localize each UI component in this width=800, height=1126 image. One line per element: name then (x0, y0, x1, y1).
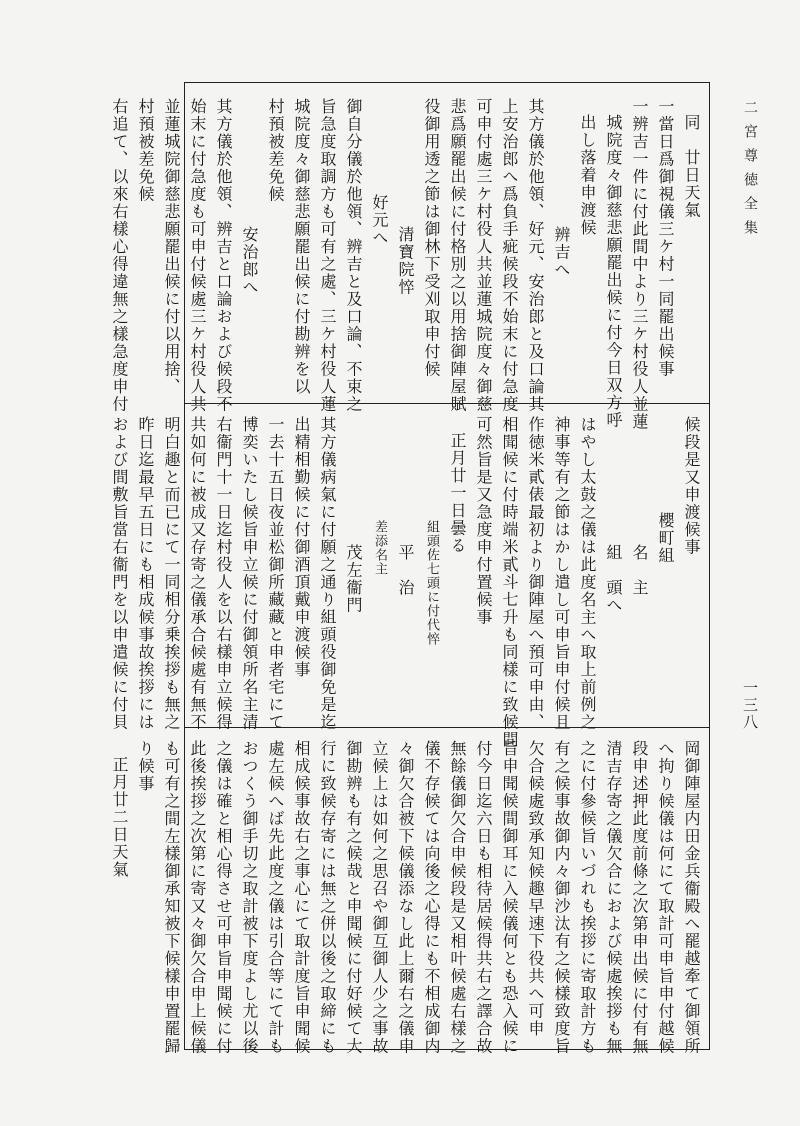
text-column: 旨申聞候間御耳に入候儀何とも恐入候に (500, 740, 519, 1055)
running-head: 二宮尊徳全集 (742, 100, 758, 244)
text-column: 神事等有之節はかし遣し可申旨申付候且 (552, 416, 571, 731)
page-number: 一三八 (741, 680, 759, 731)
text-column: および間敷旨當右衞門を以申遣候に付貝 (110, 416, 129, 731)
text-column: 候段是又申渡候事 (682, 416, 701, 556)
text-column: 城院度々御慈悲願罷出候に付勘辨を以 (292, 98, 311, 396)
text-column: 正月廿一日曇る (448, 432, 467, 555)
text-column: 相成候事故右之事心にて取計度旨申聞候 (292, 740, 311, 1055)
text-column: 可然旨是又急度申付置候事 (474, 416, 493, 626)
text-column: 清吉存寄之儀欠合におよび候處挨拶も無 (604, 740, 623, 1055)
text-column: 茂左衞門 (344, 544, 363, 614)
text-column: 同 廿日天氣 (682, 114, 701, 219)
text-tier-bottom (110, 740, 704, 1055)
text-column: 一辨吉一件に付此間中より三ケ村役人並蓮 (630, 98, 649, 431)
text-column: 組 頭へ (604, 544, 623, 614)
text-column: 御勘辨も有之候哉と申聞候に付好候て大 (344, 740, 363, 1055)
text-column: 旨急度取調方も可有之處、三ケ村役人蓮 (318, 98, 337, 413)
text-column: 無餘儀御欠合申候段是又相叶候處右樣之 (448, 740, 467, 1055)
text-column: 出精相勤候に付御酒頂戴申渡候事 (292, 416, 311, 679)
text-column: 安治郎へ (240, 226, 259, 296)
text-column: 差添名主 (372, 520, 387, 576)
text-tier-middle (110, 416, 704, 749)
text-column: 明白趣と而已にて一同相分乗挨拶も無之 (162, 416, 181, 731)
text-column: 始末に付急度も可申付候處三ケ村役人共 (188, 98, 207, 413)
text-column: 名 主 (630, 544, 649, 597)
text-column: 欠合候處致承知候趣早速下役共へ可申 (526, 740, 545, 1038)
text-column: 博奕いたし候旨申立候に付御領所名主清 (240, 416, 259, 731)
text-column: 其方儀於他領、辨吉と口論および候段不 (214, 98, 233, 413)
text-column: 城院度々御慈悲願罷出候に付今日双方呼 (604, 114, 623, 429)
text-column: 平 治 (396, 544, 415, 597)
text-column: 々御欠合被下候儀添なし此上爾右之儀申 (396, 740, 415, 1055)
text-column: 岡御陣屋内田金兵衞殿へ罷越牽て御領所 (682, 740, 701, 1055)
text-column: 組頭佐七頭に付代悴 (424, 520, 439, 646)
text-column: 並蓮城院御慈悲願罷出候に付以用捨、 (162, 98, 181, 396)
text-column: 出し落着申渡候 (578, 114, 597, 237)
text-column: 其方儀病氣に付願之通り組頭役御免是迄 (318, 416, 337, 731)
text-column: 右衞門十一日迄村役人を以右樣申立候得 (214, 416, 233, 731)
text-column: 悲爲願罷出候に付格別之以用捨御陣屋賦 (448, 98, 467, 413)
text-column: 村預被差免候 (136, 98, 155, 203)
text-tier-top (110, 98, 704, 431)
text-column: 有之候事故御内々御沙汰有之候樣致度旨 (552, 740, 571, 1055)
text-column: 其方儀於他領、好元、安治郎と及口論其 (526, 98, 545, 413)
text-column: 村預被差免候 (266, 98, 285, 203)
text-column: 立候上は如何之思召や御互御人少之事故 (370, 740, 389, 1055)
text-column: 好元へ (370, 194, 389, 247)
text-column: 之儀は確と相心得させ可申旨申聞候に付 (214, 740, 233, 1055)
tier-divider (184, 727, 710, 728)
text-column: 段申述押此度前條之次第申出候に付有無 (630, 740, 649, 1055)
text-column: 御自分儀於他領、辨吉と及口論、不束之 (344, 98, 363, 413)
text-column: 正月廿二日天氣 (110, 756, 129, 879)
text-column: へ拘り候儀は何にて取計可申旨申付越候 (656, 740, 675, 1055)
text-column: も可有之間左樣御承知被下候樣申置罷歸 (162, 740, 181, 1055)
text-column: 儀不存候ては向後之心得にも不相成御内 (422, 740, 441, 1055)
text-column: 清寶院悴 (396, 226, 415, 296)
text-column: 相聞候に付時端米貳斗七升も同樣に致候間 (500, 416, 519, 749)
text-column: 役御用透之節は御林下受刈取申付候 (422, 98, 441, 378)
text-column: はやし太鼓之儀は此度名主へ取上前例之 (578, 416, 597, 731)
text-column: 此後挨拶之次第に寄又々御欠合申上候儀 (188, 740, 207, 1055)
text-column: 櫻町組 (656, 512, 675, 565)
text-column: おつくう御手切之取計被下度よし尤以後 (240, 740, 259, 1055)
text-column: 上安治郎へ爲負手疵候段不始末に付急度 (500, 98, 519, 413)
text-column: 昨日迄最早五日にも相成候事故挨拶には (136, 416, 155, 731)
text-column: 一當日爲御視儀三ケ村一同罷出候事 (656, 98, 675, 378)
text-column: り候事 (136, 740, 155, 793)
text-column: 行に致候存寄には無之併以後之取締にも (318, 740, 337, 1055)
text-column: 辨吉へ (552, 226, 571, 279)
text-column: 共如何に被成又存寄之儀承合候處有無不 (188, 416, 207, 731)
text-column: 右追て、以來右樣心得違無之樣急度申付 (110, 98, 129, 413)
text-column: 付今日迄六日も相待居候得共右之譯合故 (474, 740, 493, 1055)
text-column: 一去十五日夜並松御所藏藏と申者宅にて (266, 416, 285, 731)
text-column: 可申付處三ケ村役人共並蓮城院度々御慈 (474, 98, 493, 413)
text-column: 作徳米貳俵最初より御陣屋へ預可申由、 (526, 416, 545, 731)
text-column: 之に付參候旨いづれも挨拶に寄取計方も (578, 740, 597, 1055)
text-column: 處左候へば先此度之儀は引合等にて計も (266, 740, 285, 1055)
